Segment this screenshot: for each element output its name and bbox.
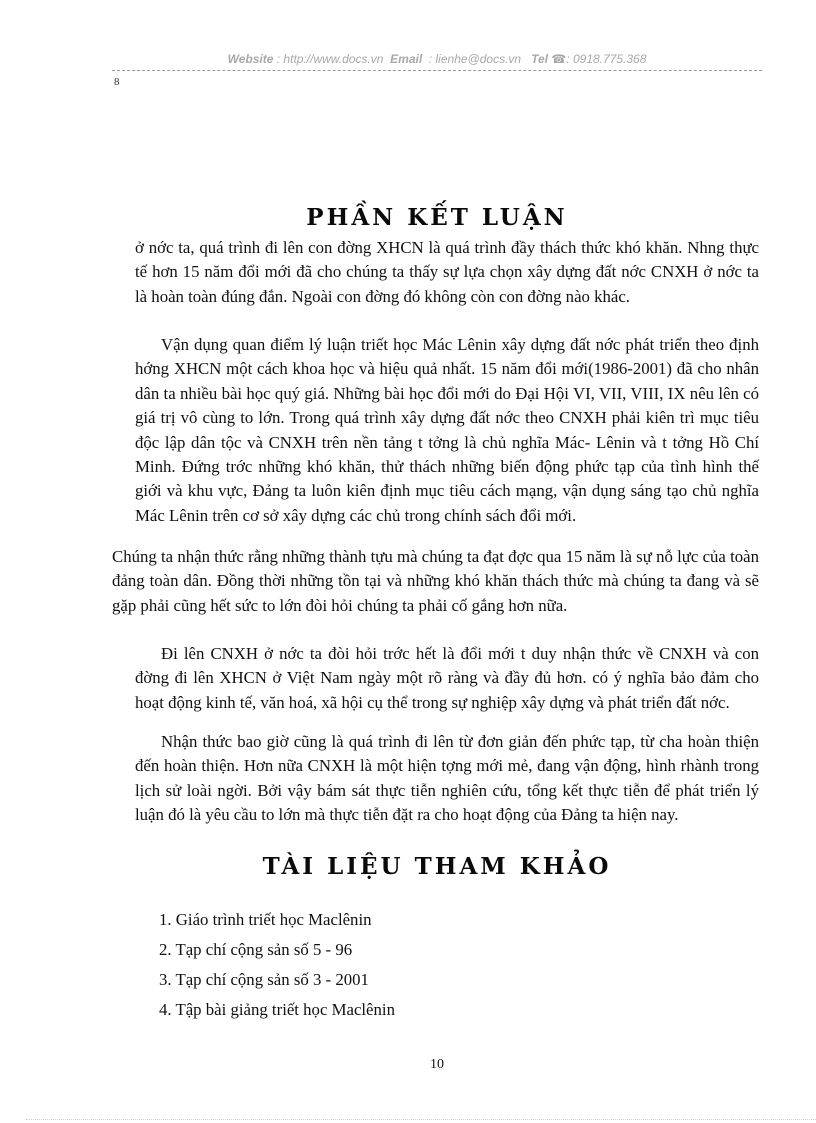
page-number: 10 <box>430 1057 444 1072</box>
reference-item: 1. Giáo trình triết học Maclênin <box>159 910 372 929</box>
references-list <box>159 905 395 1025</box>
footer-divider <box>26 1119 816 1120</box>
phone-icon: ☎ <box>551 52 567 66</box>
email-label: Email <box>390 52 423 66</box>
conclusion-paragraph-2: Vận dụng quan điểm lý luận triết học Mác Lênin xây dựng đất nớc phát triển theo định hớng XHCN một cách khoa học và hiệu quả nhất. 15 năm đổi mới(1986-2001) đã cho nhân dân ta nhiều bài học quý giá. Những bài học đổi mới do Đại Hội VI, VII, VIII, IX nêu lên có giá trị vô cùng to lớn. Trong quá trình xây dựng đất nớc theo CNXH phải kiên trì mục tiêu độc lập dân tộc và CNXH trên nền tảng t tởng là chủ nghĩa Mác- Lênin và t tởng Hồ Chí Minh. Đứng trớc những khó khăn, thử thách những biến động phức tạp của tình hình thế giới và khu vực, Đảng ta luôn kiên định mục tiêu cách mạng, vận dụng sáng tạo chủ nghĩa Mác Lênin trên cơ sở xây dựng các chủ trong chính sách đổi mới. <box>135 335 759 525</box>
conclusion-paragraph-4: Đi lên CNXH ở nớc ta đòi hỏi trớc hết là đổi mới t duy nhận thức về CNXH và con đờng đi lên XHCN ở Việt Nam ngày một rõ ràng và đầy đủ hơn. có ý nghĩa bảo đảm cho hoạt động kinh tế, văn hoá, xã hội cụ thể trong sự nghiệp xây dựng và phát triển đất nớc. <box>135 644 759 712</box>
conclusion-paragraph-3: Chúng ta nhận thức rằng những thành tựu mà chúng ta đạt đợc qua 15 năm là sự nỗ lực của toàn đảng toàn dân. Đồng thời những tồn tại và những khó khăn thách thức mà chúng ta đang và sẽ gặp phải cũng hết sức to lớn đòi hỏi chúng ta phải cố gắng hơn nữa. <box>112 547 759 615</box>
references-heading: TÀI LIỆU THAM KHẢO <box>262 853 612 880</box>
conclusion-paragraph-5: Nhận thức bao giờ cũng là quá trình đi lên từ đơn giản đến phức tạp, từ cha hoàn thiện đến hoàn thiện. Hơn nữa CNXH là một hiện tợng mới mẻ, đang vận động, hình rhành trong lịch sử loài ngời. Bởi vậy bám sát thực tiễn nghiên cứu, tổng kết thực tiễn để phát triển lý luận đó là yêu cầu to lớn mà thực tiễn đặt ra cho hoạt động của Đảng ta hiện nay. <box>135 732 759 825</box>
reference-item: 4. Tập bài giảng triết học Maclênin <box>159 1000 395 1019</box>
website-url[interactable]: : http://www.docs.vn <box>276 52 384 66</box>
page-mark: 8 <box>114 76 120 88</box>
tel-label: Tel <box>531 52 548 66</box>
conclusion-heading: PHẦN KẾT LUẬN <box>306 204 568 231</box>
tel-number: : 0918.775.368 <box>566 52 647 66</box>
email-address[interactable]: : lienhe@docs.vn <box>428 52 522 66</box>
website-header <box>112 52 762 70</box>
reference-item: 3. Tạp chí cộng sản số 3 - 2001 <box>159 970 369 989</box>
header-divider <box>112 70 762 71</box>
reference-item: 2. Tạp chí cộng sản số 5 - 96 <box>159 940 353 959</box>
conclusion-paragraph-1: ở nớc ta, quá trình đi lên con đờng XHCN là quá trình đầy thách thức khó khăn. Nhng thực tế hơn 15 năm đổi mới đã cho chúng ta thấy sự lựa chọn xây dựng đất nớc CNXH ở nớc ta là hoàn toàn đúng đắn. Ngoài con đờng đó không còn con đờng nào khác. <box>135 238 759 306</box>
website-label: Website <box>227 52 274 66</box>
